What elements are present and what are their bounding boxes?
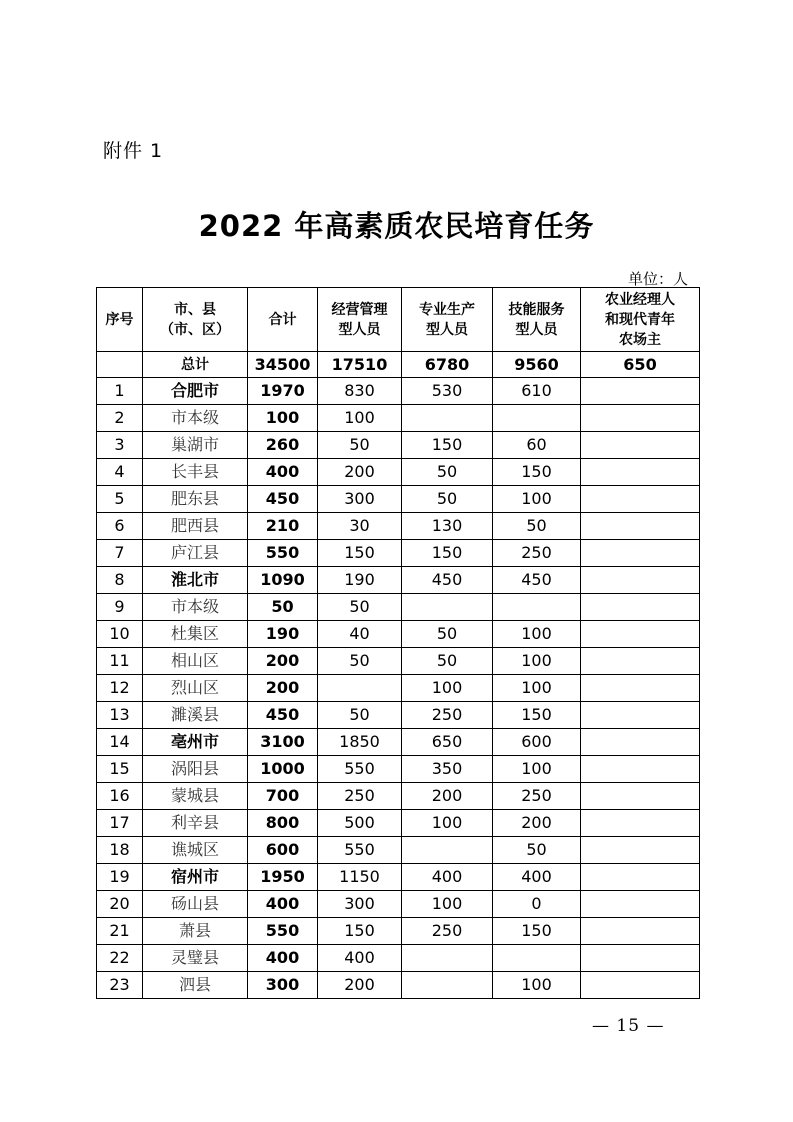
table-row: [97, 594, 700, 621]
table-cell-no: 14: [97, 729, 143, 756]
table-cell-sum: 1950: [248, 864, 318, 891]
table-cell-mgmt: 100: [318, 405, 402, 432]
table-cell-prod: [402, 405, 493, 432]
table-cell-mgmt: 830: [318, 378, 402, 405]
table-cell-name: 濉溪县: [143, 702, 248, 729]
table-cell-mgr: [581, 378, 700, 405]
table-cell-no: 6: [97, 513, 143, 540]
table-cell-svc: 600: [493, 729, 581, 756]
table-cell-mgr: [581, 540, 700, 567]
table-row: [97, 945, 700, 972]
table-cell-svc: 150: [493, 459, 581, 486]
table-cell: [97, 352, 143, 378]
table-cell-mgmt: 200: [318, 459, 402, 486]
table-cell-svc: [493, 945, 581, 972]
table-cell-no: 22: [97, 945, 143, 972]
attachment-label: 附件 1: [103, 140, 164, 162]
table-cell-svc: 610: [493, 378, 581, 405]
table-cell-mgr: [581, 486, 700, 513]
table-header-row: [97, 288, 700, 352]
table-cell-svc: 150: [493, 918, 581, 945]
table-cell-svc: 100: [493, 648, 581, 675]
total-row: [97, 352, 700, 378]
table-cell-no: 19: [97, 864, 143, 891]
table-cell-name: 合肥市: [143, 378, 248, 405]
table-cell-prod: 50: [402, 486, 493, 513]
table-cell-sum: 210: [248, 513, 318, 540]
page-number: — 15 —: [592, 1016, 665, 1036]
table-cell-prod: 450: [402, 567, 493, 594]
table-cell-mgr: [581, 972, 700, 999]
table-cell-sum: 550: [248, 540, 318, 567]
table-cell-name: 宿州市: [143, 864, 248, 891]
table-cell-svc: 250: [493, 783, 581, 810]
table-cell-mgr: [581, 891, 700, 918]
table-cell-sum: 550: [248, 918, 318, 945]
table-cell-mgmt: 190: [318, 567, 402, 594]
table-cell-name: 长丰县: [143, 459, 248, 486]
table-cell-no: 13: [97, 702, 143, 729]
table-cell-mgmt: 550: [318, 756, 402, 783]
total-mgr: 650: [581, 352, 700, 378]
table-cell-name: 泗县: [143, 972, 248, 999]
table-cell-mgr: [581, 864, 700, 891]
table-cell-no: 8: [97, 567, 143, 594]
table-cell-mgr: [581, 918, 700, 945]
table-cell-svc: 0: [493, 891, 581, 918]
table-cell-sum: 50: [248, 594, 318, 621]
table-cell-svc: 50: [493, 513, 581, 540]
table-cell-svc: 100: [493, 675, 581, 702]
table-cell-svc: 400: [493, 864, 581, 891]
table-cell-no: 16: [97, 783, 143, 810]
table-cell-mgr: [581, 594, 700, 621]
table-cell-name: 蒙城县: [143, 783, 248, 810]
table-cell-name: 灵璧县: [143, 945, 248, 972]
header-cell: 经营管理 型人员: [318, 288, 402, 352]
table-cell-mgr: [581, 567, 700, 594]
table-cell-sum: 1000: [248, 756, 318, 783]
table-cell-no: 10: [97, 621, 143, 648]
table-cell-svc: [493, 405, 581, 432]
table-cell-prod: 650: [402, 729, 493, 756]
table-cell-prod: 200: [402, 783, 493, 810]
table-cell-mgmt: 50: [318, 702, 402, 729]
table-cell-mgr: [581, 810, 700, 837]
table-cell-mgmt: 50: [318, 648, 402, 675]
table-cell-mgmt: 150: [318, 540, 402, 567]
table-cell-name: 市本级: [143, 405, 248, 432]
task-table: [96, 287, 700, 999]
table-cell-mgmt: 1850: [318, 729, 402, 756]
table-row: [97, 756, 700, 783]
table-cell-no: 4: [97, 459, 143, 486]
table-cell-sum: 190: [248, 621, 318, 648]
table-row: [97, 702, 700, 729]
table-cell-mgr: [581, 945, 700, 972]
table-cell-mgr: [581, 513, 700, 540]
table-cell-prod: 50: [402, 621, 493, 648]
table-cell-name: 巢湖市: [143, 432, 248, 459]
header-cell: 合计: [248, 288, 318, 352]
table-cell-prod: 400: [402, 864, 493, 891]
table-cell-no: 7: [97, 540, 143, 567]
table-row: [97, 675, 700, 702]
table-cell-prod: [402, 594, 493, 621]
table-row: [97, 621, 700, 648]
table-cell-mgmt: 30: [318, 513, 402, 540]
table-cell-no: 17: [97, 810, 143, 837]
table-cell-mgmt: 400: [318, 945, 402, 972]
table-cell-sum: 1970: [248, 378, 318, 405]
table-cell-no: 5: [97, 486, 143, 513]
table-cell-no: 11: [97, 648, 143, 675]
table-cell-prod: 250: [402, 702, 493, 729]
table-cell-mgmt: 40: [318, 621, 402, 648]
table-cell-prod: [402, 837, 493, 864]
total-label: 总计: [143, 352, 248, 378]
table-row: [97, 513, 700, 540]
total-mgmt: 17510: [318, 352, 402, 378]
table-cell-prod: 50: [402, 648, 493, 675]
table-cell-mgr: [581, 783, 700, 810]
table-cell-mgmt: 300: [318, 486, 402, 513]
table-cell-prod: 150: [402, 432, 493, 459]
table-cell-prod: 250: [402, 918, 493, 945]
table-row: [97, 540, 700, 567]
table-row: [97, 837, 700, 864]
table-cell-no: 21: [97, 918, 143, 945]
table-cell-name: 市本级: [143, 594, 248, 621]
table-cell-no: 9: [97, 594, 143, 621]
table-cell-svc: 200: [493, 810, 581, 837]
table-cell-prod: 100: [402, 810, 493, 837]
table-cell-sum: 450: [248, 486, 318, 513]
header-cell: 农业经理人 和现代青年 农场主: [581, 288, 700, 352]
table-row: [97, 405, 700, 432]
table-cell-mgr: [581, 675, 700, 702]
table-row: [97, 972, 700, 999]
table-cell-svc: 150: [493, 702, 581, 729]
table-cell-sum: 1090: [248, 567, 318, 594]
table-cell-sum: 300: [248, 972, 318, 999]
total-sum: 34500: [248, 352, 318, 378]
table-cell-name: 利辛县: [143, 810, 248, 837]
table-cell-sum: 3100: [248, 729, 318, 756]
table-cell-svc: [493, 594, 581, 621]
table-cell-no: 15: [97, 756, 143, 783]
table-cell-name: 烈山区: [143, 675, 248, 702]
table-cell-mgmt: 250: [318, 783, 402, 810]
table-cell-name: 亳州市: [143, 729, 248, 756]
table-cell-mgmt: 200: [318, 972, 402, 999]
table-cell-name: 砀山县: [143, 891, 248, 918]
table-cell-name: 庐江县: [143, 540, 248, 567]
table-cell-sum: 400: [248, 459, 318, 486]
table-row: [97, 378, 700, 405]
table-cell-svc: 60: [493, 432, 581, 459]
table-cell-svc: 50: [493, 837, 581, 864]
table-cell-no: 1: [97, 378, 143, 405]
header-cell: 序号: [97, 288, 143, 352]
header-cell: 专业生产 型人员: [402, 288, 493, 352]
table-cell-prod: 350: [402, 756, 493, 783]
table-row: [97, 432, 700, 459]
table-cell-svc: 450: [493, 567, 581, 594]
table-cell-mgr: [581, 702, 700, 729]
table-cell-svc: 100: [493, 972, 581, 999]
table-cell-sum: 400: [248, 891, 318, 918]
table-cell-name: 肥西县: [143, 513, 248, 540]
table-cell-mgr: [581, 621, 700, 648]
table-row: [97, 864, 700, 891]
table-cell-mgmt: [318, 675, 402, 702]
table-cell-mgmt: 50: [318, 432, 402, 459]
table-cell-sum: 200: [248, 648, 318, 675]
table-cell-svc: 100: [493, 486, 581, 513]
table-cell-prod: 150: [402, 540, 493, 567]
table-cell-mgmt: 550: [318, 837, 402, 864]
table-cell-prod: 130: [402, 513, 493, 540]
table-cell-mgr: [581, 432, 700, 459]
table-cell-sum: 200: [248, 675, 318, 702]
table-cell-name: 谯城区: [143, 837, 248, 864]
table-cell-name: 肥东县: [143, 486, 248, 513]
table-cell-sum: 260: [248, 432, 318, 459]
table-cell-no: 12: [97, 675, 143, 702]
table-cell-sum: 800: [248, 810, 318, 837]
table-cell-mgmt: 500: [318, 810, 402, 837]
table-cell-prod: 100: [402, 675, 493, 702]
table-cell-svc: 250: [493, 540, 581, 567]
table-cell-mgmt: 1150: [318, 864, 402, 891]
table-cell-name: 萧县: [143, 918, 248, 945]
table-cell-name: 涡阳县: [143, 756, 248, 783]
table-cell-mgr: [581, 648, 700, 675]
table-cell-svc: 100: [493, 756, 581, 783]
total-svc: 9560: [493, 352, 581, 378]
table-cell-no: 23: [97, 972, 143, 999]
table-cell-prod: 530: [402, 378, 493, 405]
table-row: [97, 648, 700, 675]
table-cell-mgr: [581, 459, 700, 486]
table-cell-prod: [402, 945, 493, 972]
table-cell-no: 3: [97, 432, 143, 459]
table-cell-svc: 100: [493, 621, 581, 648]
table-row: [97, 729, 700, 756]
total-prod: 6780: [402, 352, 493, 378]
table-cell-sum: 450: [248, 702, 318, 729]
table-row: [97, 891, 700, 918]
table-cell-name: 相山区: [143, 648, 248, 675]
header-cell: 技能服务 型人员: [493, 288, 581, 352]
table-cell-sum: 400: [248, 945, 318, 972]
table-row: [97, 567, 700, 594]
table-row: [97, 783, 700, 810]
table-cell-no: 18: [97, 837, 143, 864]
table-cell-name: 淮北市: [143, 567, 248, 594]
unit-label: 单位：人: [628, 270, 689, 288]
table-cell-sum: 600: [248, 837, 318, 864]
table-cell-prod: 50: [402, 459, 493, 486]
table-cell-prod: 100: [402, 891, 493, 918]
table-cell-mgr: [581, 405, 700, 432]
table-cell-no: 20: [97, 891, 143, 918]
table-cell-mgr: [581, 837, 700, 864]
table-cell-prod: [402, 972, 493, 999]
table-cell-mgmt: 150: [318, 918, 402, 945]
table-row: [97, 486, 700, 513]
table-cell-mgr: [581, 729, 700, 756]
table-cell-sum: 100: [248, 405, 318, 432]
table-cell-mgmt: 50: [318, 594, 402, 621]
table-cell-sum: 700: [248, 783, 318, 810]
header-cell: 市、县 （市、区）: [143, 288, 248, 352]
table-row: [97, 459, 700, 486]
table-cell-no: 2: [97, 405, 143, 432]
table-cell-mgr: [581, 756, 700, 783]
table-row: [97, 918, 700, 945]
table-row: [97, 810, 700, 837]
document-title: 2022 年高素质农民培育任务: [198, 209, 595, 243]
table-cell-name: 杜集区: [143, 621, 248, 648]
table-cell-mgmt: 300: [318, 891, 402, 918]
